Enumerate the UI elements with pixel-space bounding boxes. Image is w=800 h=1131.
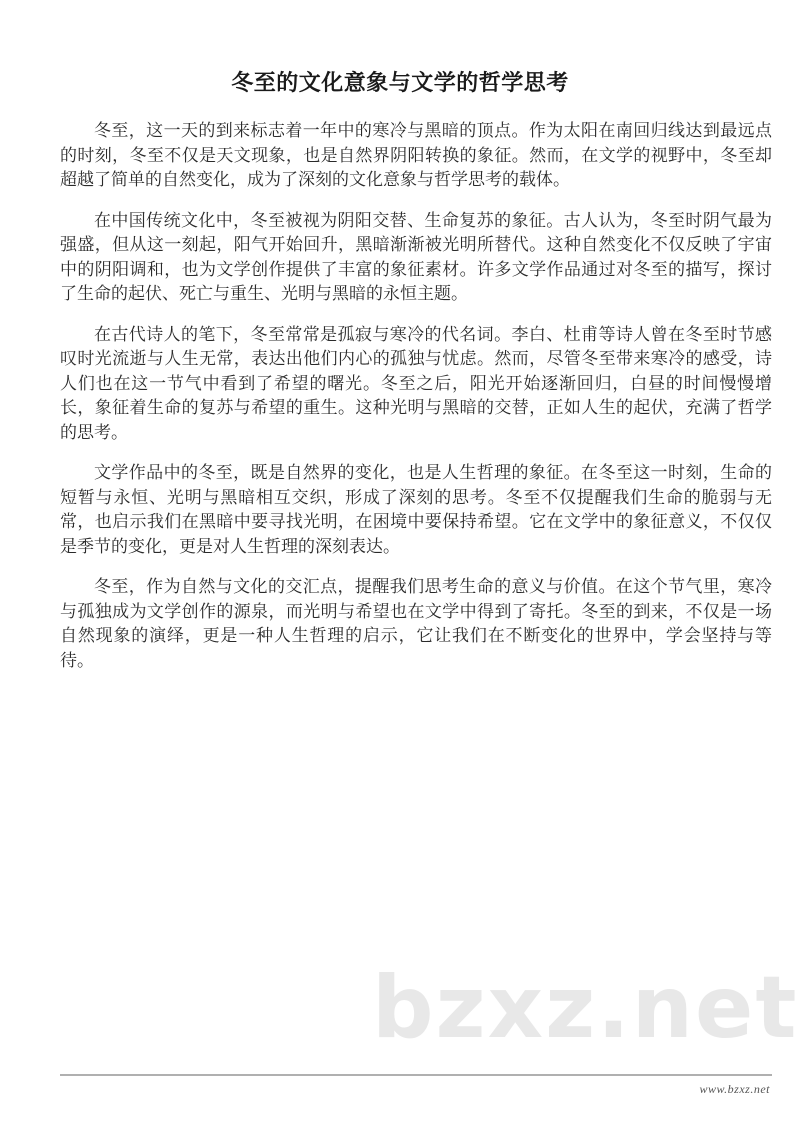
paragraph: 在古代诗人的笔下，冬至常常是孤寂与寒冷的代名词。李白、杜甫等诗人曾在冬至时节感叹时光流逝与人生无常，表达出他们内心的孤独与忧虑。然而，尽管冬至带来寒冷的感受，诗人们也在这一节气中看到了希望的曙光。冬至之后，阳光开始逐渐回归，白昼的时间慢慢增长，象征着生命的复苏与希望的重生。这种光明与黑暗的交替，正如人生的起伏，充满了哲学的思考。 (60, 324, 772, 443)
paragraph: 文学作品中的冬至，既是自然界的变化，也是人生哲理的象征。在冬至这一时刻，生命的短暂与永恒、光明与黑暗相互交织，形成了深刻的思考。冬至不仅提醒我们生命的脆弱与无常，也启示我们在黑暗中要寻找光明，在困境中要保持希望。它在文学中的象征意义，不仅仅是季节的变化，更是对人生哲理的深刻表达。 (60, 463, 772, 557)
paragraph: 冬至，作为自然与文化的交汇点，提醒我们思考生命的意义与价值。在这个节气里，寒冷与孤独成为文学创作的源泉，而光明与希望也在文学中得到了寄托。冬至的到来，不仅是一场自然现象的演绎，更是一种人生哲理的启示，它让我们在不断变化的世界中，学会坚持与等待。 (60, 577, 772, 671)
paragraph: 冬至，这一天的到来标志着一年中的寒冷与黑暗的顶点。作为太阳在南回归线达到最远点的时刻，冬至不仅是天文现象，也是自然界阴阳转换的象征。然而，在文学的视野中，冬至却超越了简单的自然变化，成为了深刻的文化意象与哲学思考的载体。 (60, 121, 772, 190)
document-title: 冬至的文化意象与文学的哲学思考 (231, 71, 569, 96)
paragraph: 在中国传统文化中，冬至被视为阴阳交替、生命复苏的象征。古人认为，冬至时阴气最为强盛，但从这一刻起，阳气开始回升，黑暗渐渐被光明所替代。这种自然变化不仅反映了宇宙中的阴阳调和，也为文学创作提供了丰富的象征素材。许多文学作品通过对冬至的描写，探讨了生命的起伏、死亡与重生、光明与黑暗的永恒主题。 (60, 210, 772, 304)
watermark: bzxz.net (372, 958, 799, 1058)
document-body (60, 119, 772, 689)
footer-divider (60, 1074, 772, 1076)
footer-url: www.bzxz.net (699, 1082, 770, 1096)
